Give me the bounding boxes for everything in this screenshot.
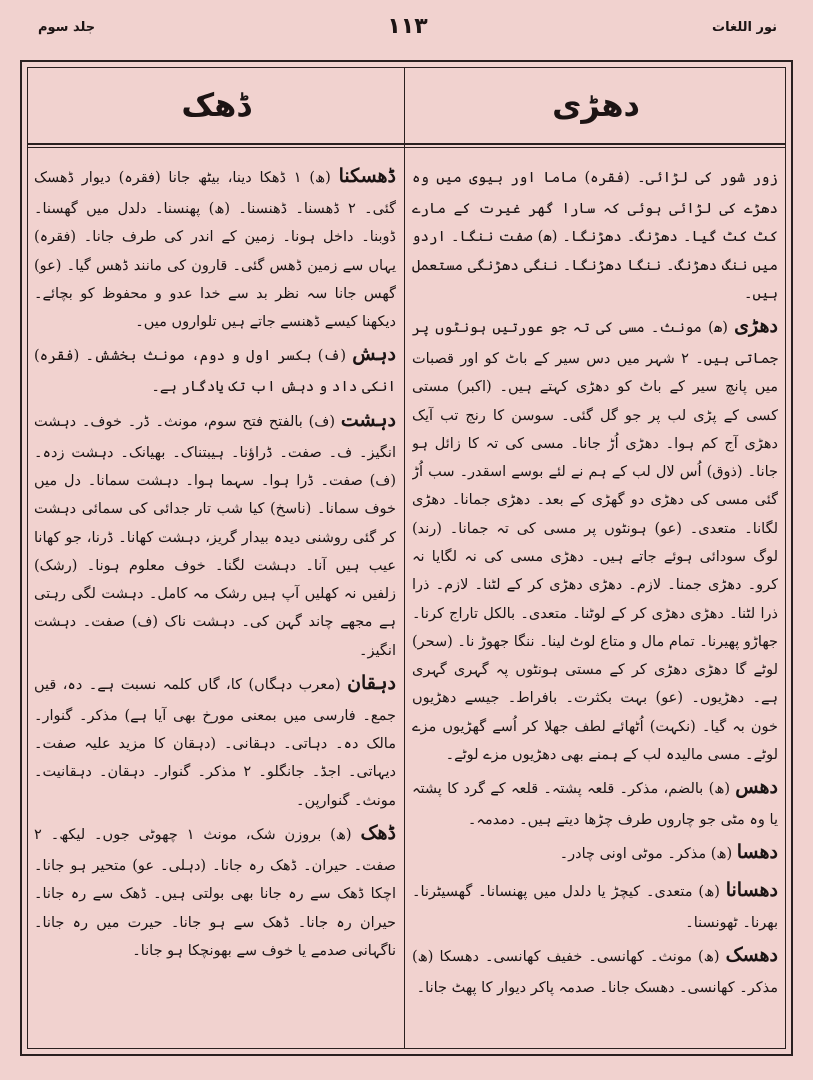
entry-paragraph (34, 336, 396, 401)
entry-paragraph (412, 308, 778, 769)
entry-text: (ھ) مونث۔ کھانسی۔ خفیف کھانسی۔ دھسکا (ھ) مذکر۔ کھانسی۔ دھسک جانا۔ صدمہ پاکر دیوار کا پھٹ جانا۔ (412, 948, 778, 996)
entry-text: (ھ) بروزن شک، مونث ۱ چھوٹی جوں۔ لیکھ۔ ۲ صفت۔ حیران۔ ڈھک رہ جانا۔ (دہلی۔ عو) متحیر ہو جانا۔ اچکا ڈھک سے رہ جانا بھی بولتی ہیں۔ ڈھک سے رہ جانا۔ حیران رہ جانا۔ ڈھک سے ہو جانا۔ حیرت میں رہ جانا۔ ناگہانی صدمے یا خوف سے بھونچکا ہو جانا۔ (34, 826, 396, 959)
entry-headword: ڈھک (360, 821, 396, 844)
entry-paragraph (412, 937, 778, 1002)
volume-label: جلد سوم (38, 20, 96, 35)
left-column-title: ڈھک (181, 86, 251, 124)
entry-text: (ف) بکسر اول و دوم، مونث بخشش۔ (فقرہ) انکی داد و دہش اب تک یادگار ہے۔ (34, 348, 396, 396)
entry-paragraph (34, 402, 396, 665)
entry-text: زور شور کی لڑائی۔ (فقرہ) ماما اور بیوی میں وہ دھڑے کی لڑائی ہوئی کہ سارا گھر غیرت کے مارے کٹ کٹ گیا۔ دھڑنگ۔ دھڑنگا۔ (ھ) صفت ننگا۔ اردو میں ننگ دھڑنگ۔ ننگا دھڑنگا۔ ننگی دھڑنگی مستعمل ہیں۔ (412, 170, 778, 302)
entry-text: (ھ) مونث۔ مسی کی تہ جو عورتیں ہونٹوں پر جماتی ہیں۔ ۲ شہر میں دس سیر کے باٹ کو اور قصبات میں پانچ سیر کے باٹ کو دھڑی کہتے ہیں۔ (اکبر) مستی کسی کے پڑی لب پر جو گل گئی۔ سوسن کا رنج تب آیک دھڑی آج کم ہوا۔ دھڑی اُڑ جانا۔ مسی کی تہ کا زائل ہو جانا۔ (ذوق) اُس لال لب کے ہم نے لئے بوسے اسقدر۔ سب اُڑ گئی مسی کی دھڑی دو گھڑی کے بعد۔ دھڑی جمانا۔ دھڑی لگانا۔ متعدی۔ (عو) ہونٹوں پر مسی کی تہ جمانا۔ (رند) لوگ سودائی ہوئے جاتے ہیں۔ دھڑی مسی کی نہ لگایا نہ کرو۔ دھڑی جمنا۔ لازم۔ دھڑی دھڑی کر کے لٹنا۔ لازم۔ ذرا ذرا لٹنا۔ دھڑی دھڑی کر کے لوٹنا۔ متعدی۔ بالکل تاراج کرنا۔ جھاڑو پھیرنا۔ تمام مال و متاع لوٹ لینا۔ ننگا جھوڑ نا۔ (سحر) لوٹے گا دھڑی دھڑی کر کے مستی ہونٹوں پہ گہری گہری ہے۔ دھڑیوں۔ (عو) بہت بکثرت۔ بافراط۔ جیسے دھڑیوں خون بہ گیا۔ (نکہت) اُٹھائے لطف جھلا کر اُسے گھڑیوں مزے لوٹے۔ مسی مالیدہ لب کے ہمنے بھی دھڑیوں مزے لوٹے۔ (412, 320, 778, 763)
entry-text: (ھ) ۱ ڈھکا دینا، بیٹھ جانا (فقرہ) دیوار ڈھسک گئی۔ ۲ ڈھسنا۔ ڈھنسنا۔ (ھ) پھنسنا۔ دلدل میں گھسنا۔ ڈوبنا۔ داخل ہونا۔ زمین کے اندر کی طرف جانا۔ (فقرہ) یہاں سے زمین ڈھس گئی۔ قارون کی مانند ڈھس گیا۔ (عو) گھس جانا سہ نظر بد سے خدا عدو و محفوظ کو بچائے۔ دیکھنا کیسے ڈھنسے جاتے ہیں تلواروں میں۔ (34, 170, 396, 331)
entry-headword: دھڑی (734, 315, 778, 338)
entry-headword: دھسا (736, 841, 778, 864)
page-number: ۱۱۳ (387, 14, 428, 39)
entry-headword: دہقان (347, 671, 396, 694)
entry-paragraph (412, 769, 778, 834)
entry-headword: دہش (352, 343, 396, 366)
entry-paragraph (34, 665, 396, 815)
entry-paragraph (34, 158, 396, 336)
entry-paragraph (412, 872, 778, 937)
entry-headword: دھسانا (725, 878, 778, 901)
right-column-title: دھڑی (552, 86, 640, 124)
entry-paragraph (412, 834, 778, 871)
column-divider (404, 67, 405, 1049)
dictionary-name: نور اللغات (712, 20, 777, 35)
entry-headword: دہشت (340, 408, 396, 431)
entry-headword: ڈھسکنا (338, 165, 396, 187)
entry-text: (ھ) مذکر۔ موٹی اونی چادر۔ (559, 846, 733, 863)
entry-text: (ف) بالفتح فتح سوم، مونث۔ ڈر۔ خوف۔ دہشت انگیز۔ ف۔ صفت۔ ڈراؤنا۔ ہیبتناک۔ بھیانک۔ دہشت زدہ۔ (ف) صفت۔ ڈرا ہوا۔ سہما ہوا۔ دہشت سمانا۔ دل میں خوف سمانا۔ (ناسخ) کیا شب تار جدائی کی سمائی دہشت کر گئی روشنی دیدہ بیدار گریز، دہشت کھانا۔ ڈرنا، جو کھانا عیب ہیں آنا۔ دہشت لگنا۔ خوف معلوم ہونا۔ (رشک) زلفیں نہ کھلیں آپ ہیں رشک مہ کامل۔ دہشت لگی رہتی ہے مجھے چاند گہن کی۔ دہشت ناک (ف) صفت۔ دہشت انگیز۔ (34, 413, 396, 659)
title-separator-inner (27, 147, 786, 148)
entry-text: (ھ) بالضم، مذکر۔ قلعہ پشتہ۔ قلعہ کے گرد کا پشتہ یا وہ مٹی جو چاروں طرف چڑھا دیتے ہیں۔ دمدمہ۔ (412, 781, 778, 829)
entry-text: (معرب دہگاں) کا، گاں کلمہ نسبت ہے۔ دہ، قیں جمع۔ فارسی میں بمعنی مورخ بھی آیا ہے) مذکر۔ گنوار۔ مالک دہ۔ دہاتی۔ دہقانی۔ (دہقان کا مزید علیہ صفت۔ دیہاتی۔ اجڈ۔ جانگلو۔ ۲ مذکر۔ گنوار۔ دہقان۔ دہقانیت۔ مونث۔ گنوارپن۔ (34, 676, 396, 809)
page-header (30, 14, 785, 50)
entry-headword: دھس (735, 776, 778, 799)
title-separator (27, 143, 786, 145)
entry-paragraph (412, 158, 778, 308)
left-column-text (34, 158, 396, 1038)
entry-headword: دھسک (725, 943, 778, 966)
entry-text: (ھ) متعدی۔ کیچڑ یا دلدل میں پھنسانا۔ گھسیٹرنا۔ بھرنا۔ ٹھونسنا۔ (412, 883, 778, 931)
right-column-text (412, 158, 778, 1038)
entry-paragraph (34, 815, 396, 965)
